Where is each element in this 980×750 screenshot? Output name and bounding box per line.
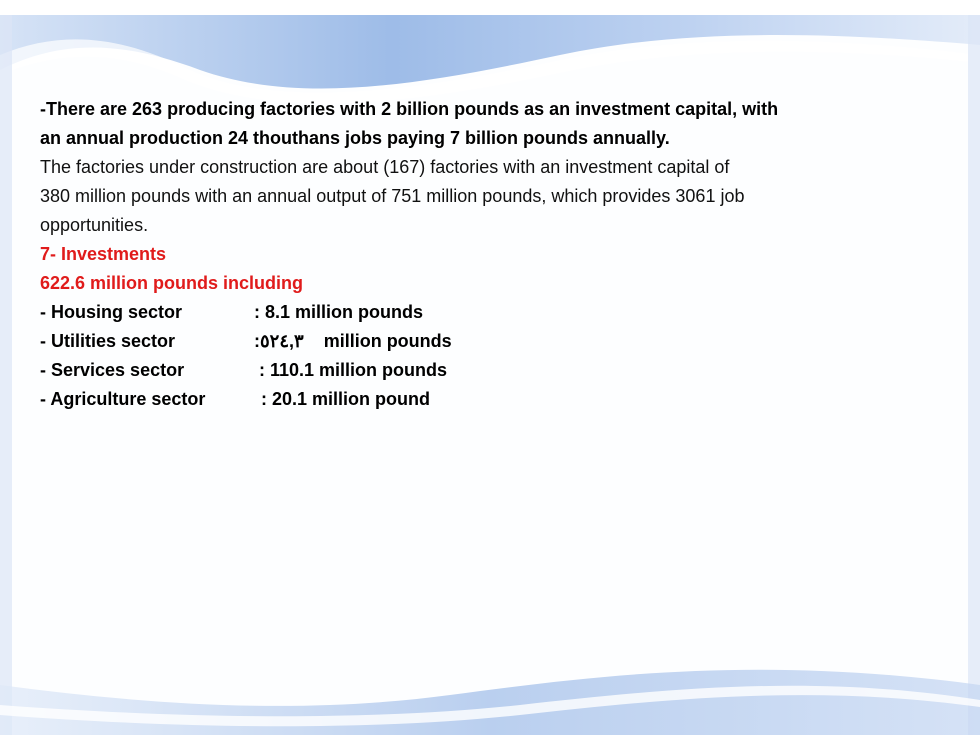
sector-row-services [40, 356, 960, 385]
factories-text-line: an annual production 24 thouthans jobs paying 7 billion pounds annually. [40, 128, 670, 148]
sector-row-housing [40, 298, 960, 327]
construction-text-line: 380 million pounds with an annual output of 751 million pounds, which provides 3061 job [40, 186, 745, 206]
sector-row-agriculture [40, 385, 960, 414]
sector-value: : 20.1 million pound [261, 389, 431, 409]
sector-label: - Utilities sector [40, 331, 176, 351]
factories-text-line: -There are 263 producing factories with 2 billion pounds as an investment capital, with [40, 99, 779, 119]
construction-text-line: The factories under construction are about (167) factories with an investment capital of [40, 157, 730, 177]
slide [0, 15, 980, 735]
sector-label: - Services sector [40, 360, 185, 380]
sector-label: - Housing sector [40, 302, 183, 322]
slide-body [40, 95, 960, 414]
sector-value: : 8.1 million pounds [254, 302, 424, 322]
section-total: 622.6 million pounds including [40, 273, 304, 293]
sector-value: :٥٢٤,٣ million pounds [254, 331, 452, 351]
section-heading: 7- Investments [40, 244, 167, 264]
sector-value: : 110.1 million pounds [259, 360, 448, 380]
sector-row-utilities [40, 327, 960, 356]
sector-label: - Agriculture sector [40, 389, 206, 409]
construction-text-line: opportunities. [40, 215, 149, 235]
